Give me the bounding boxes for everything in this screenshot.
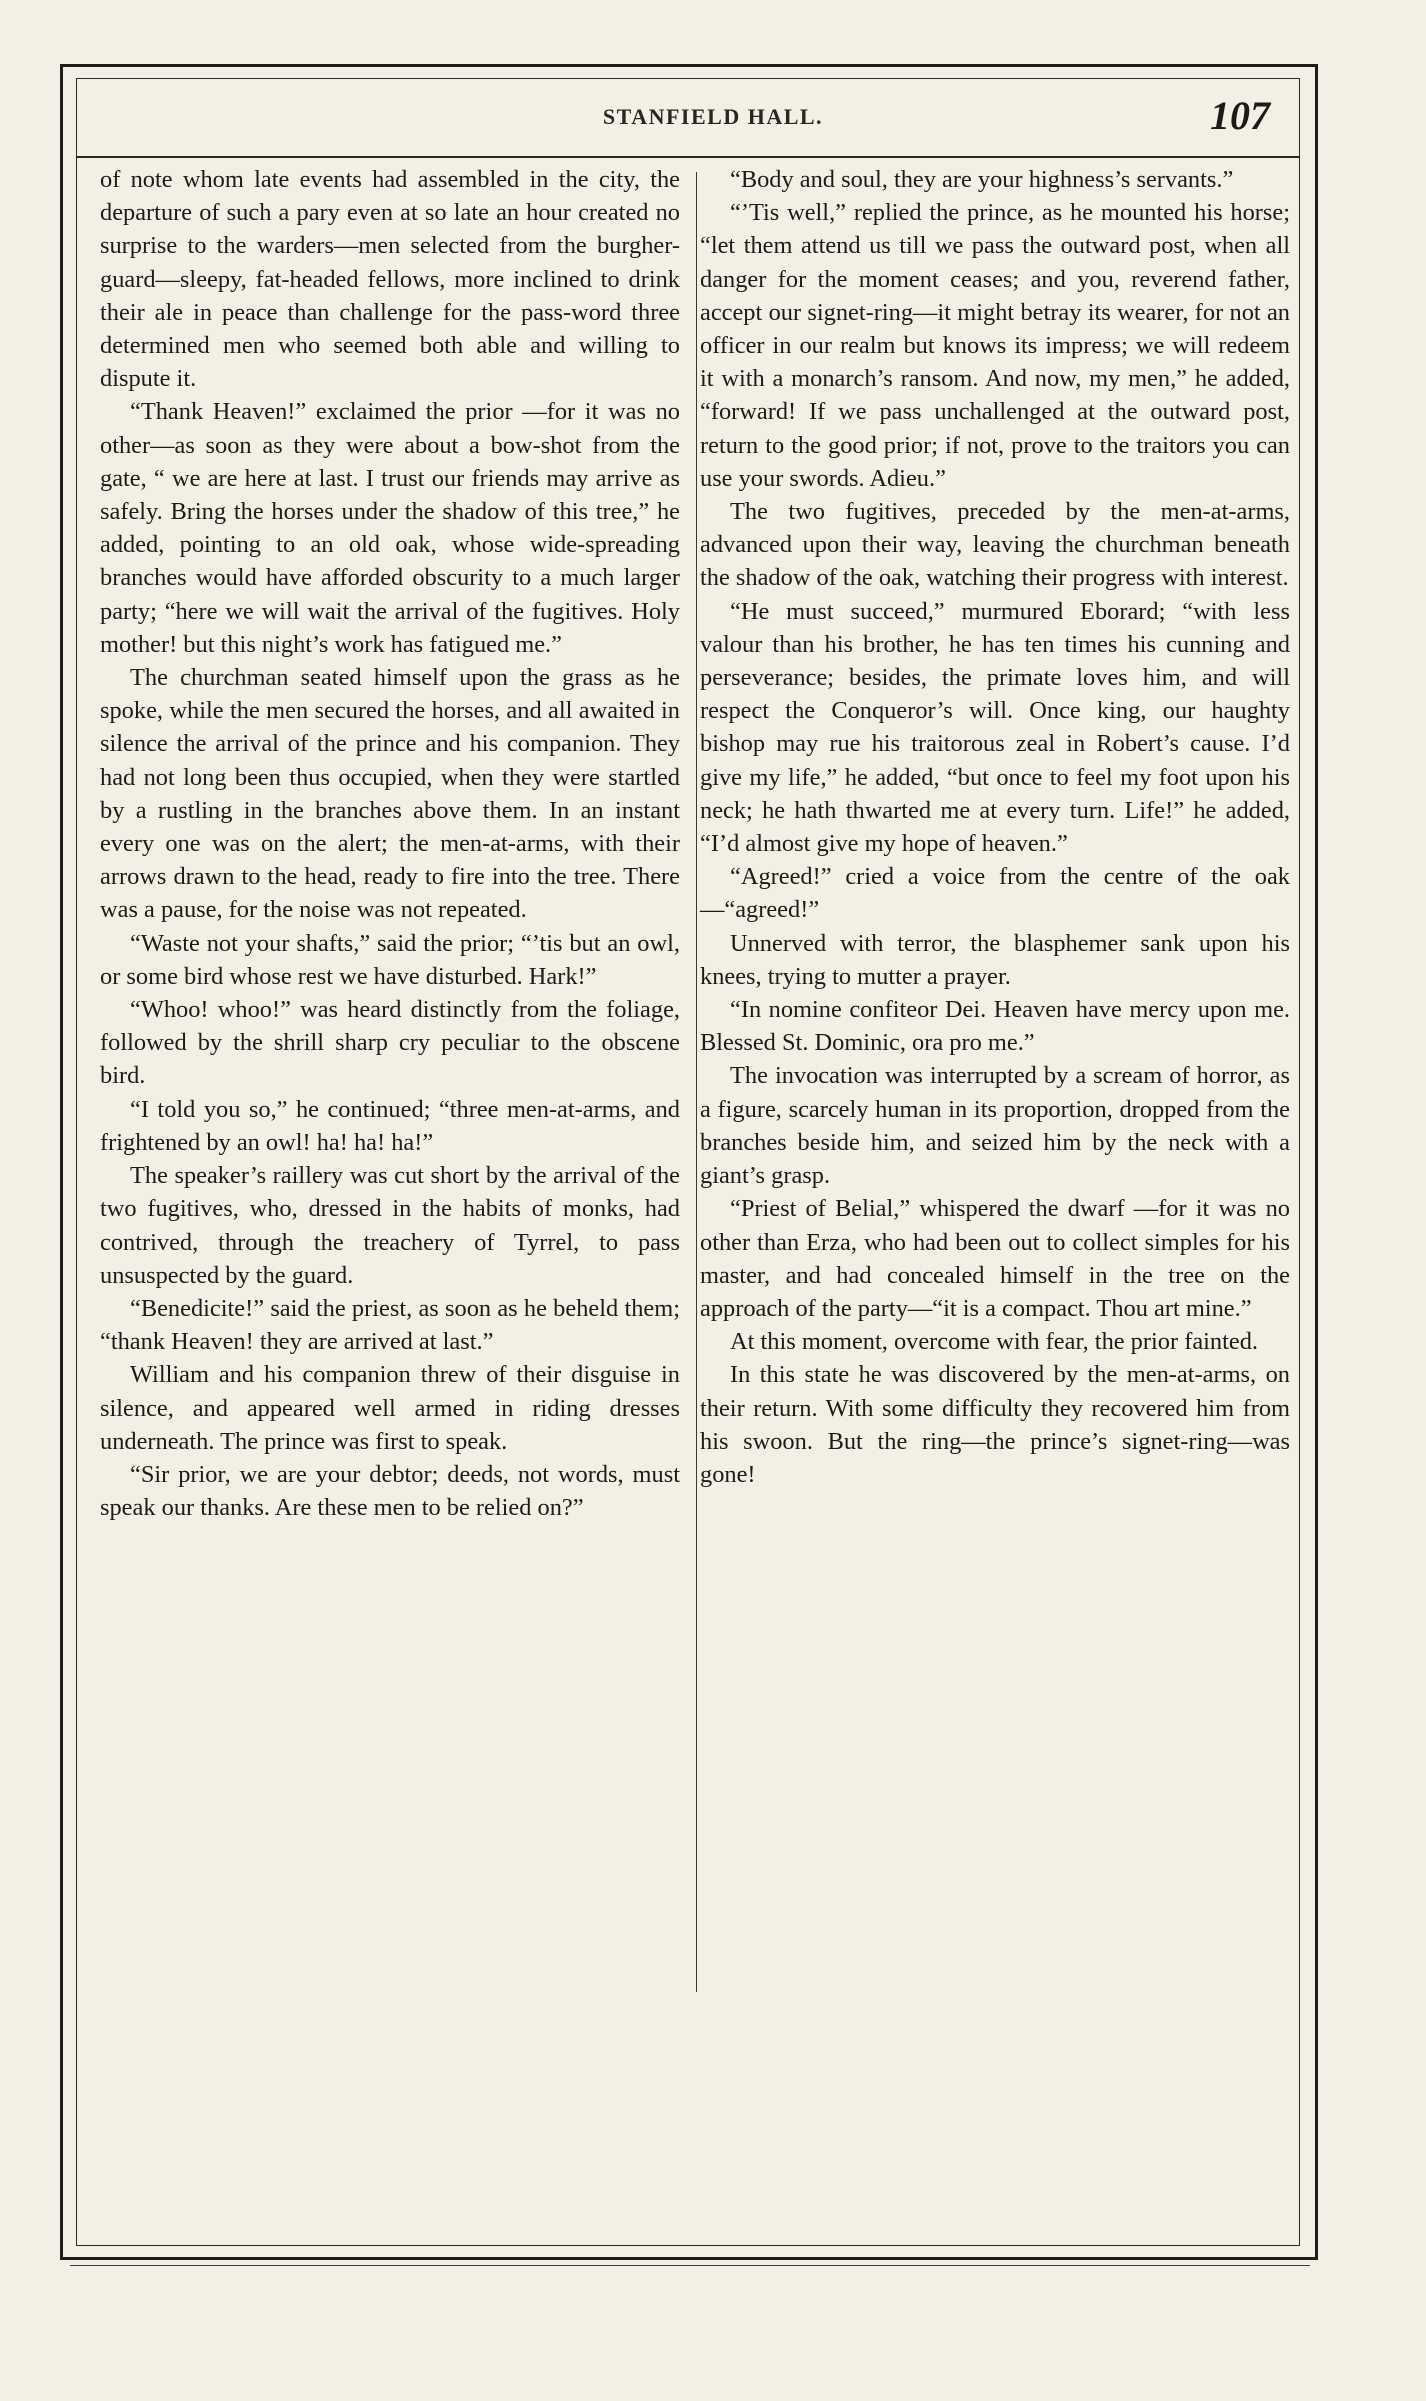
header-rule [76,156,1300,158]
paragraph: “In nomine confiteor Dei. Heaven have mercy upon me. Blessed St. Dominic, ora pro me.” [700,996,1290,1057]
paragraph: “Agreed!” cried a voice from the centre of the oak—“agreed!” [700,863,1290,924]
paragraph: “I told you so,” he continued; “three men-at-arms, and frightened by an owl! ha! ha! ha!” [100,1095,680,1156]
paragraph: “’Tis well,” replied the prince, as he mounted his horse; “let them attend us till we pass the outward post, when all danger for the moment ceases; and you, reverend father, accept our signet-ring—it might betray its wearer, for not an officer in our realm but knows its impress; we will redeem it with a monarch’s ransom. And now, my men,” he added, “forward! If we pass unchallenged at the outward post, return to the good prior; if not, prove to the traitors you can use your swords. Adieu.” [700,199,1290,492]
paragraph: In this state he was discovered by the men-at-arms, on their return. With some difficulty they recovered him from his swoon. But the ring—the prince’s signet-ring—was gone! [700,1361,1290,1488]
paragraph: “He must succeed,” murmured Eborard; “with less valour than his brother, he has ten times his cunning and perseverance; besides, the primate loves him, and will respect the Conqueror’s will. Once king, our haughty bishop may rue his traitorous zeal in Robert’s cause. I’d give my life,” he added, “but once to feel my foot upon his neck; he hath thwarted me at every turn. Life!” he added, “I’d almost give my hope of heaven.” [700,597,1290,858]
paragraph: “Body and soul, they are your highness’s servants.” [730,166,1234,193]
paragraph: “Benedicite!” said the priest, as soon as he beheld them; “thank Heaven! they are arrived at last.” [100,1294,680,1356]
left-column [100,163,680,1524]
paragraph: The invocation was interrupted by a scream of horror, as a figure, scarcely human in its proportion, dropped from the branches beside him, and seized him by the neck with a giant’s grasp. [700,1062,1290,1190]
paragraph: “Priest of Belial,” whispered the dwarf —for it was no other than Erza, who had been out to collect simples for his master, and had concealed himself in the tree on the approach of the party—“it is a compact. Thou art mine.” [700,1195,1290,1322]
paragraph: At this moment, overcome with fear, the prior fainted. [730,1328,1259,1356]
paragraph: The two fugitives, preceded by the men-at-arms, advanced upon their way, leaving the churchman beneath the shadow of the oak, watching their progress with interest. [700,498,1290,592]
page-number: 107 [1210,93,1270,138]
paragraph: “Whoo! whoo!” was heard distinctly from the foliage, followed by the shrill sharp cry peculiar to the obscene bird. [100,996,680,1090]
column-divider [696,172,697,1992]
paragraph: Unnerved with terror, the blasphemer sank upon his knees, trying to mutter a prayer. [700,929,1290,990]
paragraph: “Sir prior, we are your debtor; deeds, not words, must speak our thanks. Are these men to be relied on?” [100,1460,680,1522]
paragraph: of note whom late events had assembled in the city, the departure of such a pary even at so late an hour created no surprise to the warders—men selected from the burgher-guard—sleepy, fat-headed fellows, more inclined to drink their ale in peace than challenge for the pass-word three determined men who seemed both able and willing to dispute it. [100,166,680,393]
bottom-rule-inner [70,2265,1310,2266]
paragraph: “Waste not your shafts,” said the prior; “’tis but an owl, or some bird whose rest we have disturbed. Hark!” [100,929,680,990]
paragraph: William and his companion threw of their disguise in silence, and appeared well armed in riding dresses underneath. The prince was first to speak. [100,1361,680,1455]
paragraph: The churchman seated himself upon the grass as he spoke, while the men secured the horses, and all awaited in silence the arrival of the prince and his companion. They had not long been thus occupied, when they were startled by a rustling in the branches above them. In an instant every one was on the alert; the men-at-arms, with their arrows drawn to the head, ready to fire into the tree. There was a pause, for the noise was not repeated. [100,664,680,924]
bottom-rule [60,2257,1318,2260]
running-head: STANFIELD HALL. [602,104,824,129]
paragraph: “Thank Heaven!” exclaimed the prior —for it was no other—as soon as they were about a bow-shot from the gate, “ we are here at last. I trust our friends may arrive as safely. Bring the horses under the shadow of this tree,” he added, pointing to an old oak, whose wide-spreading branches would have afforded obscurity to a much larger party; “here we will wait the arrival of the fugitives. Holy mother! but this night’s work has fatigued me.” [100,398,680,658]
right-column [700,163,1290,1491]
paragraph: The speaker’s raillery was cut short by the arrival of the two fugitives, who, dressed in the habits of monks, had contrived, through the treachery of Tyrrel, to pass unsuspected by the guard. [100,1162,680,1289]
